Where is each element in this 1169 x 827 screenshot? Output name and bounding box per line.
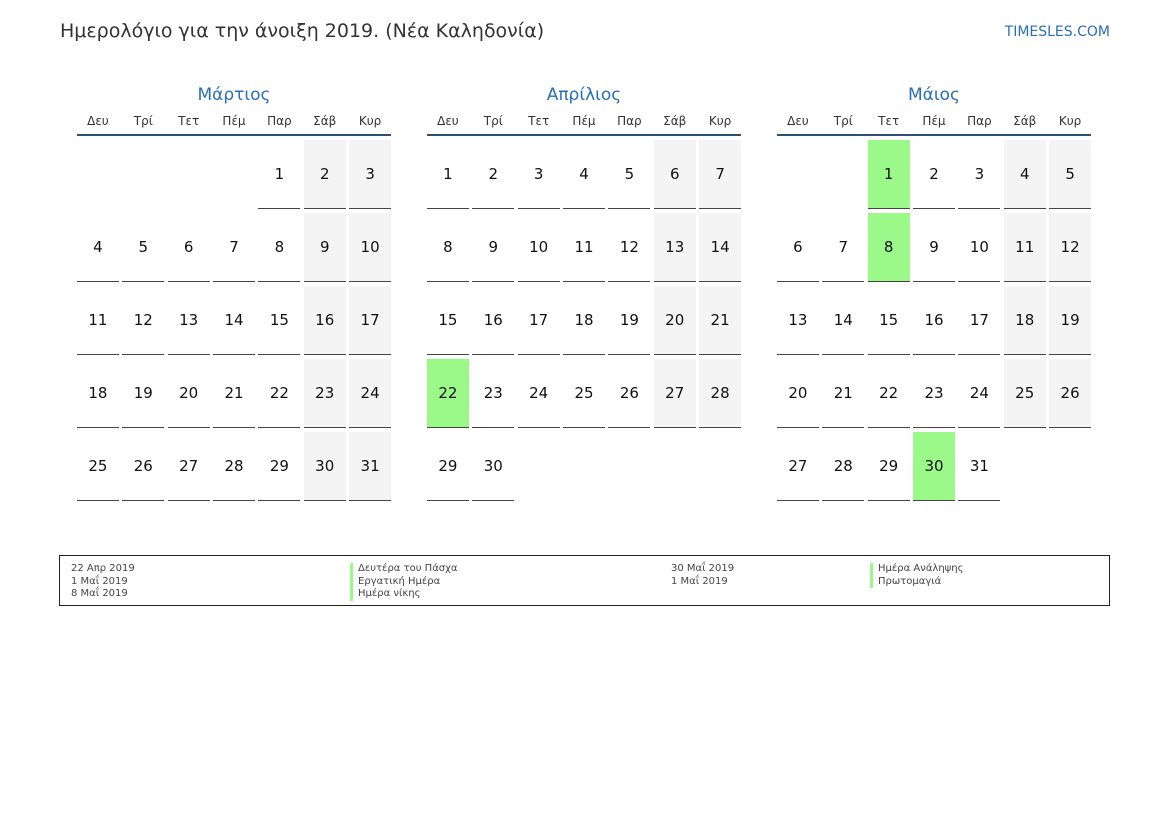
week-row [77, 359, 391, 428]
day-cell[interactable]: 21 [822, 359, 864, 428]
weekday-label: Πέμ [222, 114, 246, 128]
day-cell[interactable]: 4 [77, 213, 119, 282]
empty-day-cell [822, 140, 864, 209]
day-cell[interactable]: 31 [958, 432, 1000, 501]
day-cell[interactable]: 13 [777, 286, 819, 355]
weekday-label: Σάβ [1013, 114, 1037, 128]
empty-day-cell [518, 432, 560, 501]
empty-day-cell [213, 140, 255, 209]
weekday-header [427, 108, 741, 136]
weekday-label: Πέμ [572, 114, 596, 128]
week-row [777, 286, 1091, 355]
day-cell[interactable]: 15 [258, 286, 300, 355]
holiday-day-cell[interactable]: 22 [427, 359, 469, 428]
day-cell[interactable]: 12 [122, 286, 164, 355]
month-calendar [77, 82, 391, 505]
day-cell[interactable]: 17 [518, 286, 560, 355]
day-cell[interactable]: 30 [304, 432, 346, 501]
day-cell[interactable]: 16 [472, 286, 514, 355]
day-cell[interactable]: 22 [258, 359, 300, 428]
empty-day-cell [699, 432, 741, 501]
legend-holiday-name: Δευτέρα του Πάσχα [350, 563, 458, 576]
day-cell[interactable]: 22 [868, 359, 910, 428]
holiday-legend [59, 555, 1110, 606]
day-cell[interactable]: 5 [608, 140, 650, 209]
day-cell[interactable]: 3 [958, 140, 1000, 209]
weekday-label: Πέμ [922, 114, 946, 128]
day-cell[interactable]: 5 [1049, 140, 1091, 209]
day-cell[interactable]: 29 [258, 432, 300, 501]
day-cell[interactable]: 28 [822, 432, 864, 501]
legend-date: 1 Μαΐ 2019 [71, 575, 128, 587]
day-cell[interactable]: 3 [349, 140, 391, 209]
day-cell[interactable]: 26 [1049, 359, 1091, 428]
day-cell[interactable]: 12 [608, 213, 650, 282]
month-name: Μάιος [907, 85, 960, 105]
weekday-label: Κυρ [358, 114, 382, 128]
empty-day-cell [563, 432, 605, 501]
weekday-header [77, 108, 391, 136]
legend-holiday-name: Ημέρα νίκης [350, 588, 458, 601]
weekday-label: Σάβ [313, 114, 337, 128]
month-calendar [427, 82, 741, 505]
weekday-label: Τετ [528, 114, 550, 128]
weekday-label: Τετ [878, 114, 900, 128]
day-cell[interactable]: 18 [1004, 286, 1046, 355]
day-cell[interactable]: 24 [518, 359, 560, 428]
day-cell[interactable]: 30 [472, 432, 514, 501]
day-cell[interactable]: 8 [427, 213, 469, 282]
month-calendar [777, 82, 1091, 505]
week-row [777, 140, 1091, 209]
day-cell[interactable]: 14 [699, 213, 741, 282]
day-cell[interactable]: 25 [1004, 359, 1046, 428]
legend-right-names [870, 563, 963, 588]
day-cell[interactable]: 6 [168, 213, 210, 282]
holiday-day-cell[interactable]: 8 [868, 213, 910, 282]
holiday-day-cell[interactable]: 1 [868, 140, 910, 209]
empty-day-cell [77, 140, 119, 209]
day-cell[interactable]: 9 [304, 213, 346, 282]
day-cell[interactable]: 9 [472, 213, 514, 282]
day-cell[interactable]: 3 [518, 140, 560, 209]
legend-left-dates [71, 563, 135, 601]
day-cell[interactable]: 28 [213, 432, 255, 501]
site-link[interactable]: TIMESLES.COM [1004, 24, 1110, 40]
day-cell[interactable]: 11 [1004, 213, 1046, 282]
weekday-label: Τρί [133, 114, 153, 128]
day-cell[interactable]: 7 [699, 140, 741, 209]
week-row [77, 286, 391, 355]
day-cell[interactable]: 29 [868, 432, 910, 501]
day-cell[interactable]: 17 [349, 286, 391, 355]
weekday-label: Παρ [267, 114, 292, 128]
day-cell[interactable]: 28 [699, 359, 741, 428]
day-cell[interactable]: 2 [304, 140, 346, 209]
weekday-label: Τετ [178, 114, 200, 128]
day-cell[interactable]: 19 [608, 286, 650, 355]
empty-day-cell [608, 432, 650, 501]
week-row [427, 432, 741, 501]
day-cell[interactable]: 18 [563, 286, 605, 355]
legend-date: 8 Μαΐ 2019 [71, 588, 128, 599]
legend-date: 22 Απρ 2019 [71, 563, 135, 574]
day-cell[interactable]: 25 [77, 432, 119, 501]
week-row [777, 359, 1091, 428]
day-cell[interactable]: 29 [427, 432, 469, 501]
day-cell[interactable]: 26 [608, 359, 650, 428]
day-cell[interactable]: 18 [77, 359, 119, 428]
day-cell[interactable]: 9 [913, 213, 955, 282]
week-row [427, 359, 741, 428]
day-cell[interactable]: 23 [913, 359, 955, 428]
weekday-label: Παρ [967, 114, 992, 128]
day-cell[interactable]: 27 [654, 359, 696, 428]
day-cell[interactable]: 11 [563, 213, 605, 282]
day-cell[interactable]: 11 [77, 286, 119, 355]
week-row [77, 432, 391, 501]
weekday-label: Κυρ [1058, 114, 1082, 128]
legend-holiday-name: Εργατική Ημέρα [350, 576, 458, 589]
day-cell[interactable]: 10 [518, 213, 560, 282]
day-cell[interactable]: 4 [1004, 140, 1046, 209]
day-cell[interactable]: 23 [472, 359, 514, 428]
day-cell[interactable]: 13 [654, 213, 696, 282]
day-cell[interactable]: 21 [213, 359, 255, 428]
legend-date: 30 Μαΐ 2019 [671, 563, 735, 574]
empty-day-cell [122, 140, 164, 209]
day-cell[interactable]: 24 [958, 359, 1000, 428]
empty-day-cell [1049, 432, 1091, 501]
legend-holiday-name: Πρωτομαγιά [870, 576, 963, 589]
page-title: Ημερολόγιο για την άνοιξη 2019. (Νέα Καληδονία) [60, 20, 545, 42]
day-cell[interactable]: 13 [168, 286, 210, 355]
day-cell[interactable]: 23 [304, 359, 346, 428]
day-cell[interactable]: 20 [654, 286, 696, 355]
week-row [777, 213, 1091, 282]
day-cell[interactable]: 12 [1049, 213, 1091, 282]
day-cell[interactable]: 7 [213, 213, 255, 282]
empty-day-cell [168, 140, 210, 209]
week-row [77, 213, 391, 282]
day-cell[interactable]: 15 [868, 286, 910, 355]
day-cell[interactable]: 25 [563, 359, 605, 428]
day-cell[interactable]: 20 [168, 359, 210, 428]
weekday-label: Κυρ [708, 114, 732, 128]
day-cell[interactable]: 14 [822, 286, 864, 355]
weekday-label: Παρ [617, 114, 642, 128]
day-cell[interactable]: 26 [122, 432, 164, 501]
day-cell[interactable]: 16 [304, 286, 346, 355]
day-cell[interactable]: 8 [258, 213, 300, 282]
day-cell[interactable]: 27 [168, 432, 210, 501]
week-row [77, 140, 391, 209]
holiday-day-cell[interactable]: 30 [913, 432, 955, 501]
day-cell[interactable]: 27 [777, 432, 819, 501]
legend-right-dates [671, 563, 734, 588]
week-row [427, 213, 741, 282]
empty-day-cell [777, 140, 819, 209]
legend-left-names [350, 563, 458, 601]
empty-day-cell [1004, 432, 1046, 501]
day-cell[interactable]: 6 [654, 140, 696, 209]
weekday-label: Τρί [483, 114, 503, 128]
day-cell[interactable]: 20 [777, 359, 819, 428]
month-name: Απρίλιος [546, 85, 622, 105]
day-cell[interactable]: 17 [958, 286, 1000, 355]
day-cell[interactable]: 2 [913, 140, 955, 209]
day-cell[interactable]: 7 [822, 213, 864, 282]
empty-day-cell [654, 432, 696, 501]
week-row [427, 286, 741, 355]
weekday-label: Σάβ [663, 114, 687, 128]
weekday-label: Δευ [787, 114, 809, 128]
week-row [777, 432, 1091, 501]
day-cell[interactable]: 5 [122, 213, 164, 282]
weekday-label: Δευ [437, 114, 459, 128]
day-cell[interactable]: 6 [777, 213, 819, 282]
day-cell[interactable]: 19 [1049, 286, 1091, 355]
weekday-label: Τρί [833, 114, 853, 128]
day-cell[interactable]: 16 [913, 286, 955, 355]
day-cell[interactable]: 19 [122, 359, 164, 428]
day-cell[interactable]: 15 [427, 286, 469, 355]
weekday-label: Δευ [87, 114, 109, 128]
legend-date: 1 Μαΐ 2019 [671, 575, 728, 587]
day-cell[interactable]: 24 [349, 359, 391, 428]
legend-holiday-name: Ημέρα Ανάληψης [870, 563, 963, 576]
day-cell[interactable]: 1 [427, 140, 469, 209]
week-row [427, 140, 741, 209]
day-cell[interactable]: 10 [958, 213, 1000, 282]
weekday-header [777, 108, 1091, 136]
day-cell[interactable]: 10 [349, 213, 391, 282]
day-cell[interactable]: 21 [699, 286, 741, 355]
day-cell[interactable]: 2 [472, 140, 514, 209]
day-cell[interactable]: 4 [563, 140, 605, 209]
day-cell[interactable]: 14 [213, 286, 255, 355]
month-name: Μάρτιος [197, 85, 271, 105]
day-cell[interactable]: 1 [258, 140, 300, 209]
day-cell[interactable]: 31 [349, 432, 391, 501]
